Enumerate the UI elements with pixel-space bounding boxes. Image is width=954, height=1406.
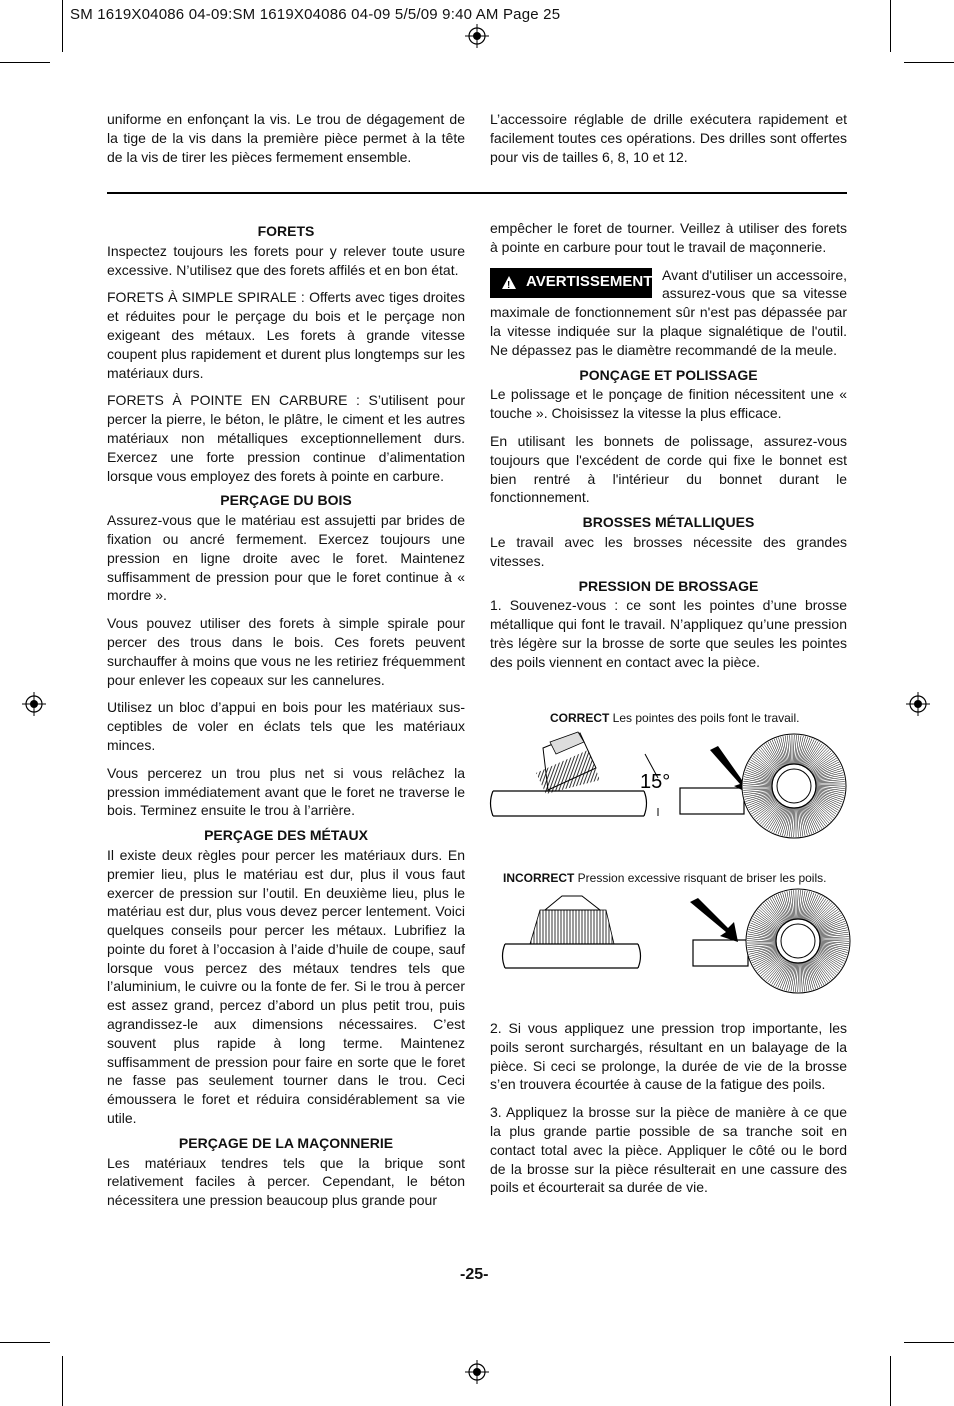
- top-left-text: [107, 110, 465, 175]
- registration-mark-icon: [22, 692, 46, 716]
- paragraph: L’accessoire réglable de drille exécutera rapidement et facilement toutes ces opérations. Des drilles sont offertes pour vis de tailles 6, 8, 10 et 12.: [490, 111, 847, 165]
- warning-badge: [490, 268, 652, 298]
- heading-forets: FORETS: [257, 223, 315, 239]
- warning-block: [490, 266, 847, 360]
- paragraph: En utilisant les bonnets de polissage, assurez-vous toujours que l'excédent de corde qui fixe le bonnet est bien rentré à l'intérieur du bonnet durant le fonctionnement.: [490, 432, 847, 506]
- heading-brosses: BROSSES MÉTALLIQUES: [582, 514, 755, 531]
- paragraph: Il existe deux règles pour percer les matériaux durs. En premier lieu, plus le matériau est dur, plus il vous faut exercer de pression sur l’outil. En deuxième lieu, plus le matériau est dur, plus vous devez percer lentement. Voici quelques conseils pour percer les métaux. Lubrifiez la pointe du foret à l’occasion à l’aide d’huile de coupe, sauf lorsque vous percez des métaux tendres tels que l’aluminium, le cuivre ou la fonte de fer. Si le trou à percer est assez grand, percez d’abord un plus petit trou, puis agrandissez-le aux dimensions nécessaires. C’est souvent plus rapide à long terme. Maintenez suffisamment de pression pour faire en sorte que le foret ne fasse pas seulement tourner dans le trou. Ceci émoussera le foret et réduira considérablement sa vie utile.: [107, 846, 465, 1127]
- registration-mark-icon: [465, 1360, 489, 1384]
- registration-mark-icon: [465, 24, 489, 48]
- heading-poncage: PONÇAGE ET POLISSAGE: [579, 366, 758, 383]
- right-column: [490, 219, 847, 681]
- paragraph: 1. Souvenez-vous : ce sont les pointes d’une brosse métallique qui font le travail. N’appliquez qu’une pression très légère sur la brosse de sorte que seules les pointes des poils viennent en contact avec la pièce.: [490, 597, 847, 670]
- section-divider: [107, 192, 847, 194]
- page-number: -25-: [460, 1266, 489, 1283]
- paragraph: uniforme en enfonçant la vis. Le trou de dégagement de la tige de la vis dans la première pièce permet à la tête de la vis de tirer les pièces fermement ensemble.: [107, 111, 465, 165]
- paragraph: Le travail avec les brosses nécessite des grandes vitesses.: [490, 533, 847, 569]
- paragraph: 2. Si vous appliquez une pression trop importante, les poils seront surchargés, résultant en un balayage de la pièce. Si ceci se prolonge, la durée de vie de la brosse s’en trouvera écourtée à cause de la fatigue des poils.: [490, 1020, 847, 1093]
- paragraph: Inspectez toujours les forets pour y relever toute usure excessive. N’utilisez que des forets affilés et en bon état.: [107, 242, 465, 278]
- print-slug: SM 1619X04086 04-09:SM 1619X04086 04-09 5/5/09 9:40 AM Page 25: [70, 6, 561, 23]
- warning-label: AVERTISSEMENT: [526, 273, 653, 291]
- paragraph: empêcher le foret de tourner. Veillez à utiliser des forets à pointe en carbure pour tout le travail de maçonnerie.: [490, 220, 847, 255]
- figure-caption-correct: CORRECT Les pointes des poils font le travail.: [550, 711, 800, 725]
- paragraph: FORETS À POINTE EN CARBURE : S’utilisent pour percer la pierre, le béton, le plâtre, le ciment et les autres matériaux non métalliques exceptionnellement durs. Exercez une forte pression continue d’alimentation lorsque vous employez des forets à pointe en carbure.: [107, 392, 465, 484]
- paragraph: Vous pouvez utiliser des forets à simple spirale pour percer des trous dans le bois. Ces forets peuvent surchauffer à moins que vous ne les retiriez fréquemment pour enlever les copeaux sur les cannelures.: [107, 615, 465, 688]
- brush-correct-illustration: [488, 728, 850, 843]
- warning-text: Avant d'utiliser un accessoire, assurez-vous que sa vitesse maximale de fonctionnement sûr n'est pas dépassée par la vitesse indiquée sur la plaque signalétique de l'outil. Ne dépassez pas le diamètre recommandé de la meule.: [490, 266, 847, 358]
- heading-pression: PRESSION DE BROSSAGE: [578, 577, 759, 594]
- warning-triangle-icon: [502, 276, 516, 289]
- paragraph: FORETS À SIMPLE SPIRALE : Offerts avec tiges droites et réduites pour le perçage du bois et le perçage non exigeant des métaux. Les forets à grande vitesse coupent plus rapidement et durent plus longtemps sur les matériaux durs.: [107, 289, 465, 381]
- registration-mark-icon: [906, 692, 930, 716]
- brush-incorrect-illustration: [500, 888, 852, 1000]
- top-right-text: [490, 110, 847, 175]
- right-column-lower: [490, 1019, 847, 1206]
- heading-percage-maconnerie: PERÇAGE DE LA MAÇONNERIE: [178, 1134, 394, 1151]
- figure-caption-incorrect: INCORRECT Pression excessive risquant de briser les poils.: [503, 871, 827, 885]
- paragraph: Utilisez un bloc d’appui en bois pour les matériaux sus-ceptibles de voler en éclats tels que les matériaux minces.: [107, 699, 465, 753]
- angle-label: 15°: [640, 771, 671, 793]
- paragraph: Assurez-vous que le matériau est assujetti par brides de fixation ou ancré fermement. Exercez toujours une pression en ligne droite avec le foret. Maintenez suffisamment de pression pour que le foret continue à « mordre ».: [107, 512, 465, 604]
- paragraph: 3. Appliquez la brosse sur la pièce de manière à ce que la plus grande partie possible de sa tranche soit en contact total avec la pièce. Appliquer le côté ou le bord de la brosse sur la pièce résulterait en une cassure des poils et écourterait sa durée de vie.: [490, 1104, 847, 1196]
- heading-percage-bois: PERÇAGE DU BOIS: [220, 492, 352, 509]
- paragraph: Le polissage et le ponçage de finition nécessitent une « touche ». Choisissez la vitesse la plus efficace.: [490, 386, 847, 422]
- heading-percage-metaux: PERÇAGE DES MÉTAUX: [204, 827, 368, 844]
- paragraph: Les matériaux tendres tels que la brique sont relativement faciles à percer. Cependant, le béton nécessitera une pression beaucoup plus grande pour: [107, 1154, 465, 1209]
- paragraph: Vous percerez un trou plus net si vous relâchez la pression immédiatement avant que le foret ne traverse le bois. Terminez ensuite le trou à l’arrière.: [107, 764, 465, 819]
- left-column: [107, 219, 465, 1219]
